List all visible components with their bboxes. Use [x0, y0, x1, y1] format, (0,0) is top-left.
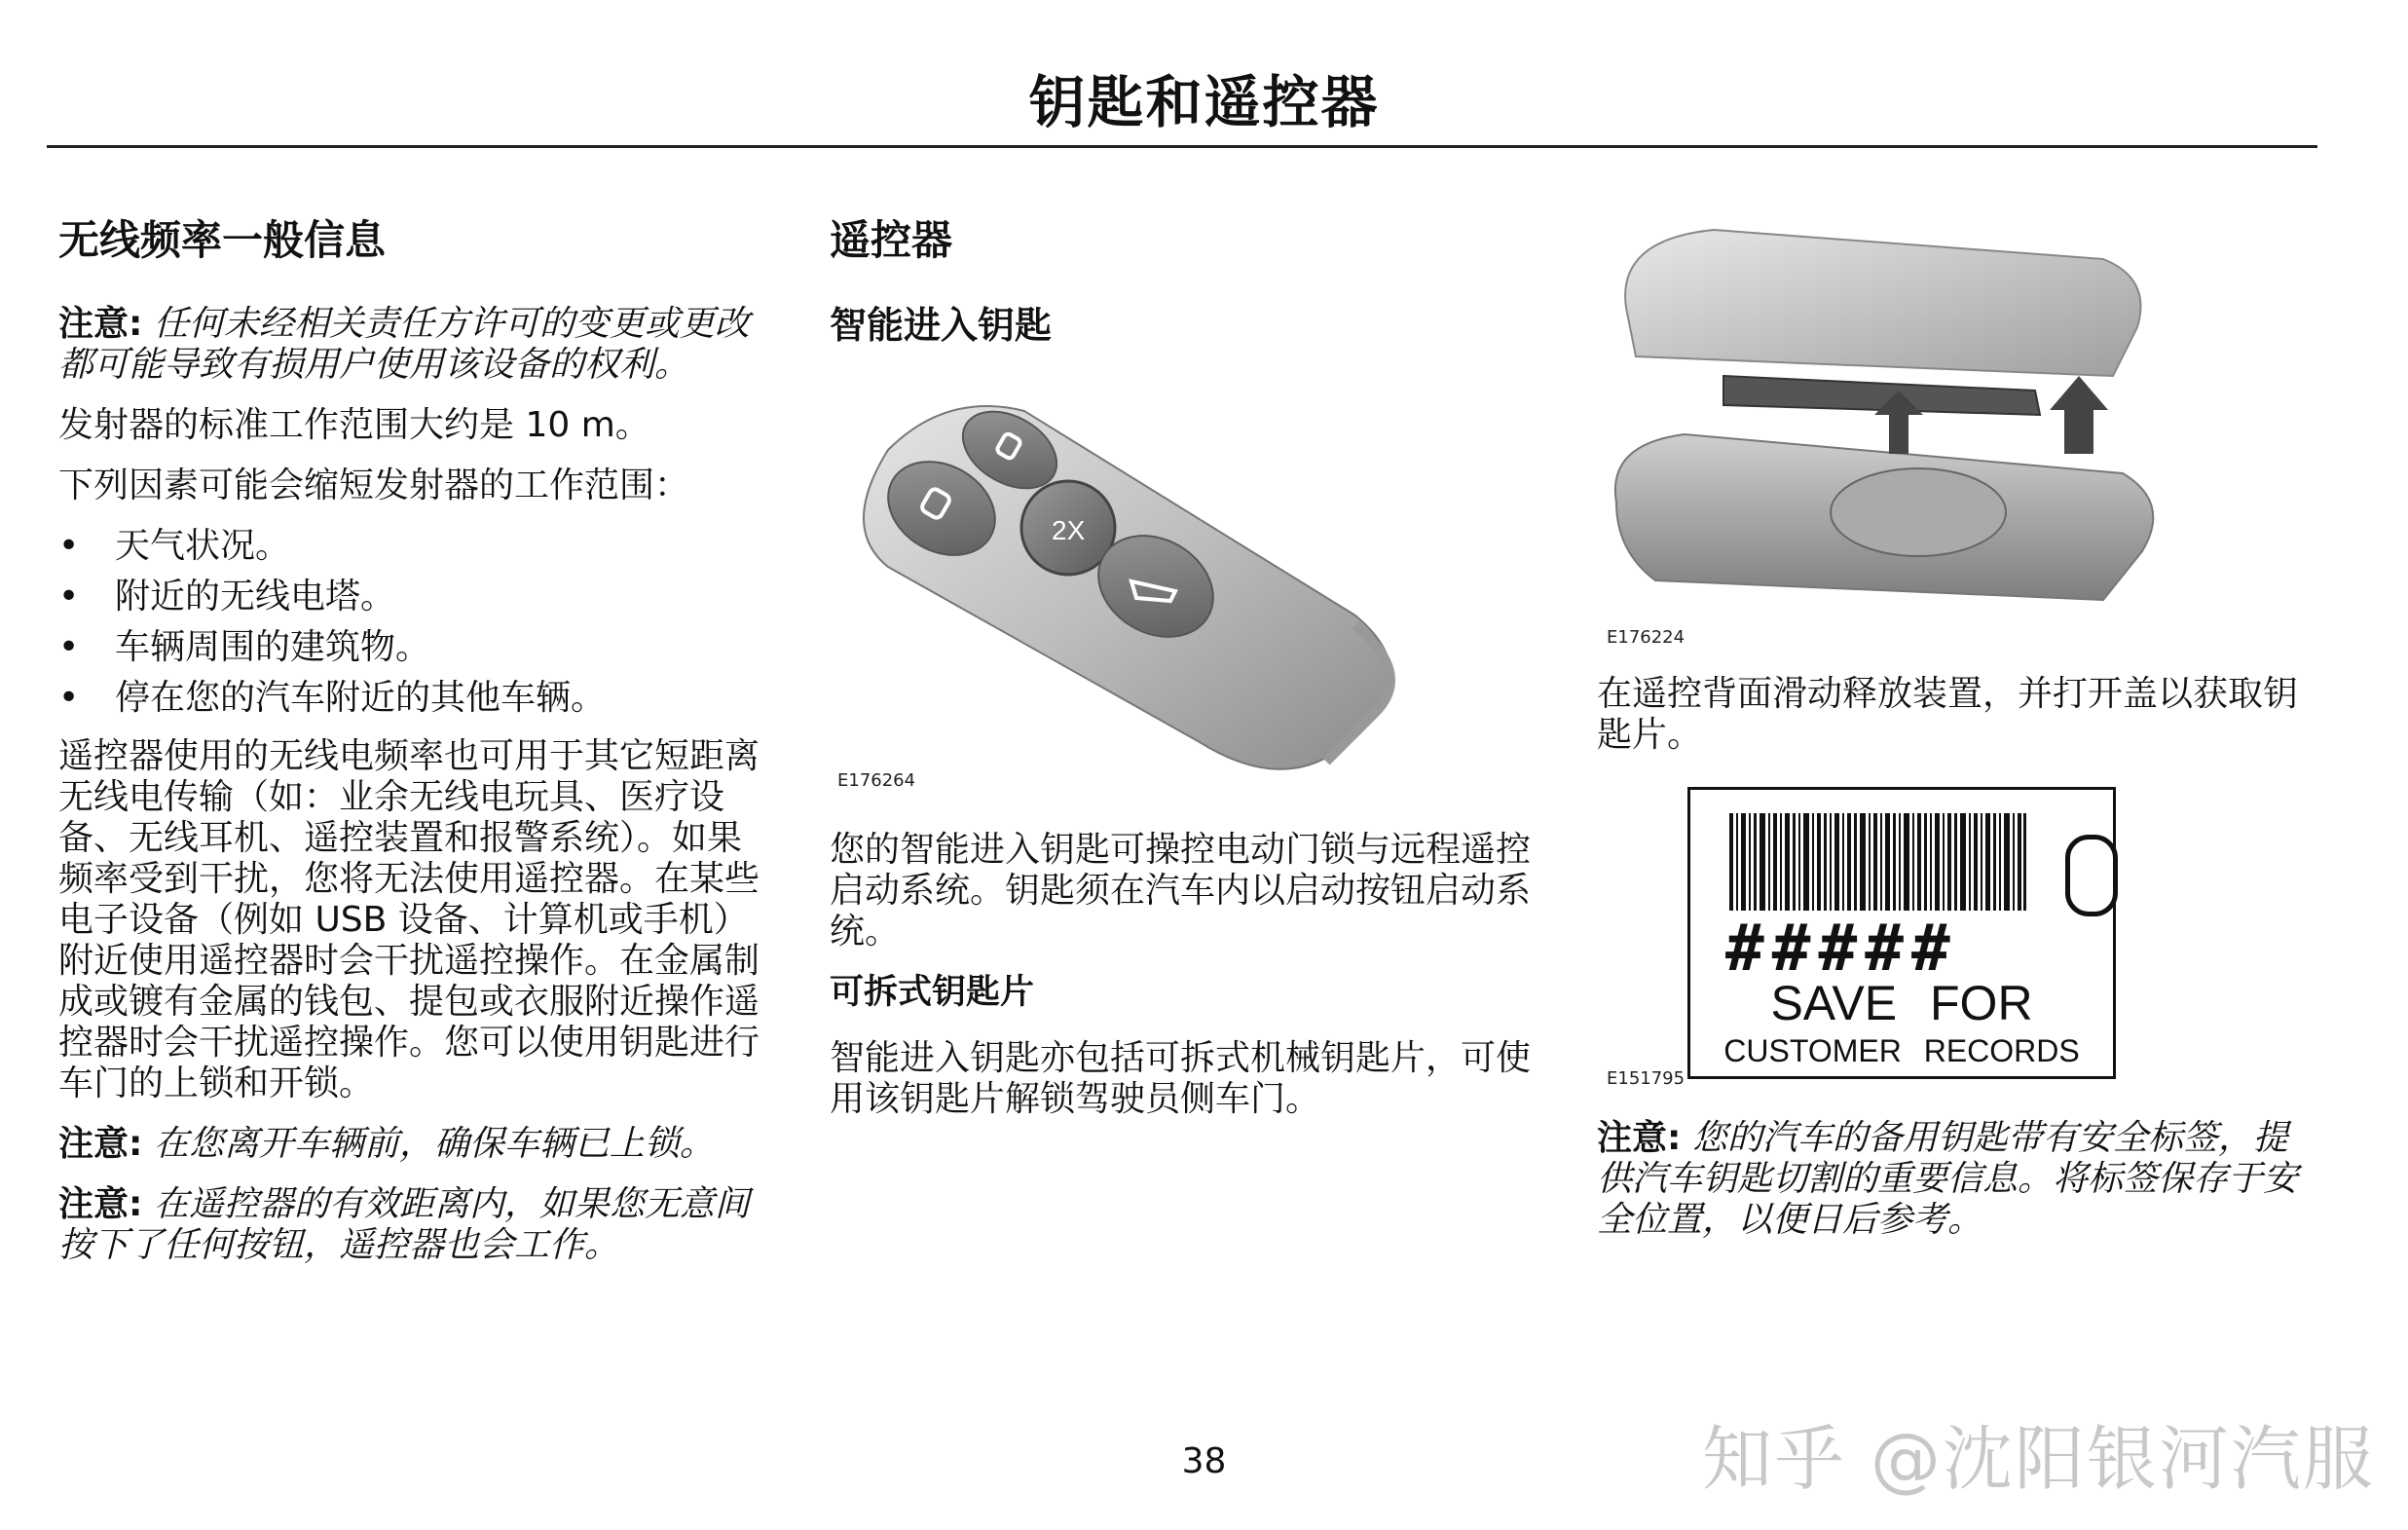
right-column-note — [1597, 1118, 2317, 1260]
left-column — [58, 216, 769, 1286]
body-paragraph: 遥控器使用的无线电频率也可用于其它短距离无线电传输（如：业余无线电玩具、医疗设备、无线耳机、遥控装置和报警系统）。如果频率受到干扰，您将无法使用遥控器。在某些电子设备（例如 USB 设备、计算机或手机）附近使用遥控器时会干扰遥控操作。在金属制成或镀有金属的钱包、提包或衣服附近操作遥控器时会干扰遥控操作。您可以使用钥匙进行车门的上锁和开锁。 — [58, 736, 760, 1104]
list-item — [58, 577, 769, 617]
section-heading-remote: 遥控器 — [830, 216, 953, 264]
note-paragraph — [1597, 1118, 2317, 1241]
subheading-removable-key: 可拆式钥匙片 — [830, 972, 1035, 1012]
bullet-glyph: • — [58, 577, 80, 617]
note-paragraph — [58, 1184, 769, 1266]
note-paragraph — [58, 304, 769, 386]
list-item — [58, 678, 769, 719]
tag-hashes: ##### — [1725, 911, 1958, 986]
tag-hole-icon — [2065, 835, 2118, 916]
note-label: 注意: — [58, 304, 143, 345]
tag-line2: CUSTOMER RECORDS — [1723, 1033, 2080, 1068]
body-paragraph: 您的智能进入钥匙可操控电动门锁与远程遥控启动系统。钥匙须在汽车内以启动按钮启动系统。 — [830, 829, 1532, 952]
body-paragraph: 发射器的标准工作范围大约是 10 m。 — [58, 405, 650, 446]
body-paragraph: 智能进入钥匙亦包括可拆式机械钥匙片，可使用该钥匙片解锁驾驶员侧车门。 — [830, 1037, 1532, 1119]
note-text: 在遥控器的有效距离内，如果您无意间按下了任何按钮，遥控器也会工作。 — [58, 1184, 750, 1266]
right-column-text — [1597, 674, 2317, 775]
security-tag-figure — [1597, 779, 2171, 1101]
list-item-text: 车辆周围的建筑物。 — [115, 627, 431, 668]
note-label: 注意: — [1597, 1118, 1682, 1158]
figure-code: E176224 — [1607, 627, 1686, 648]
note-label: 注意: — [58, 1184, 143, 1225]
bullet-list — [58, 526, 769, 719]
note-text: 任何未经相关责任方许可的变更或更改都可能导致有损用户使用该设备的权利。 — [58, 304, 750, 386]
list-item-text: 附近的无线电塔。 — [115, 577, 396, 617]
smart-key-figure — [830, 382, 1433, 801]
barcode-icon — [1729, 813, 2026, 911]
list-item — [58, 526, 769, 567]
list-item-text: 停在您的汽车附近的其他车辆。 — [115, 678, 607, 719]
bullet-glyph: • — [58, 627, 80, 668]
middle-column — [830, 216, 1540, 1139]
body-paragraph: 下列因素可能会缩短发射器的工作范围： — [58, 466, 690, 506]
page-number: 38 — [1181, 1441, 1227, 1481]
body-paragraph: 在遥控背面滑动释放装置，并打开盖以获取钥匙片。 — [1597, 674, 2299, 755]
smart-key-fob-icon — [830, 382, 1433, 801]
bullet-glyph: • — [58, 526, 80, 567]
subheading-smart-key: 智能进入钥匙 — [830, 304, 1053, 348]
key-case-figure — [1597, 220, 2171, 658]
note-paragraph — [58, 1124, 769, 1165]
key-case-open-icon — [1597, 220, 2171, 619]
list-item — [58, 627, 769, 668]
tag-line1: SAVE FOR — [1770, 976, 2033, 1030]
title-divider — [47, 145, 2317, 148]
note-text: 您的汽车的备用钥匙带有安全标签，提供汽车钥匙切割的重要信息。将标签保存于安全位置，以便日后参考。 — [1597, 1118, 2299, 1240]
security-tag — [1687, 787, 2116, 1079]
fob-button-label: 2X — [1052, 514, 1086, 545]
watermark: 知乎 @沈阳银河汽服 — [1702, 1418, 2375, 1500]
figure-code: E176264 — [837, 769, 916, 791]
note-text: 在您离开车辆前，确保车辆已上锁。 — [153, 1124, 715, 1165]
note-label: 注意: — [58, 1124, 143, 1165]
bullet-glyph: • — [58, 678, 80, 719]
section-heading-wireless: 无线频率一般信息 — [58, 216, 387, 264]
list-item-text: 天气状况。 — [115, 526, 291, 567]
page-title: 钥匙和遥控器 — [1028, 69, 1380, 135]
figure-code: E151795 — [1607, 1068, 1686, 1089]
